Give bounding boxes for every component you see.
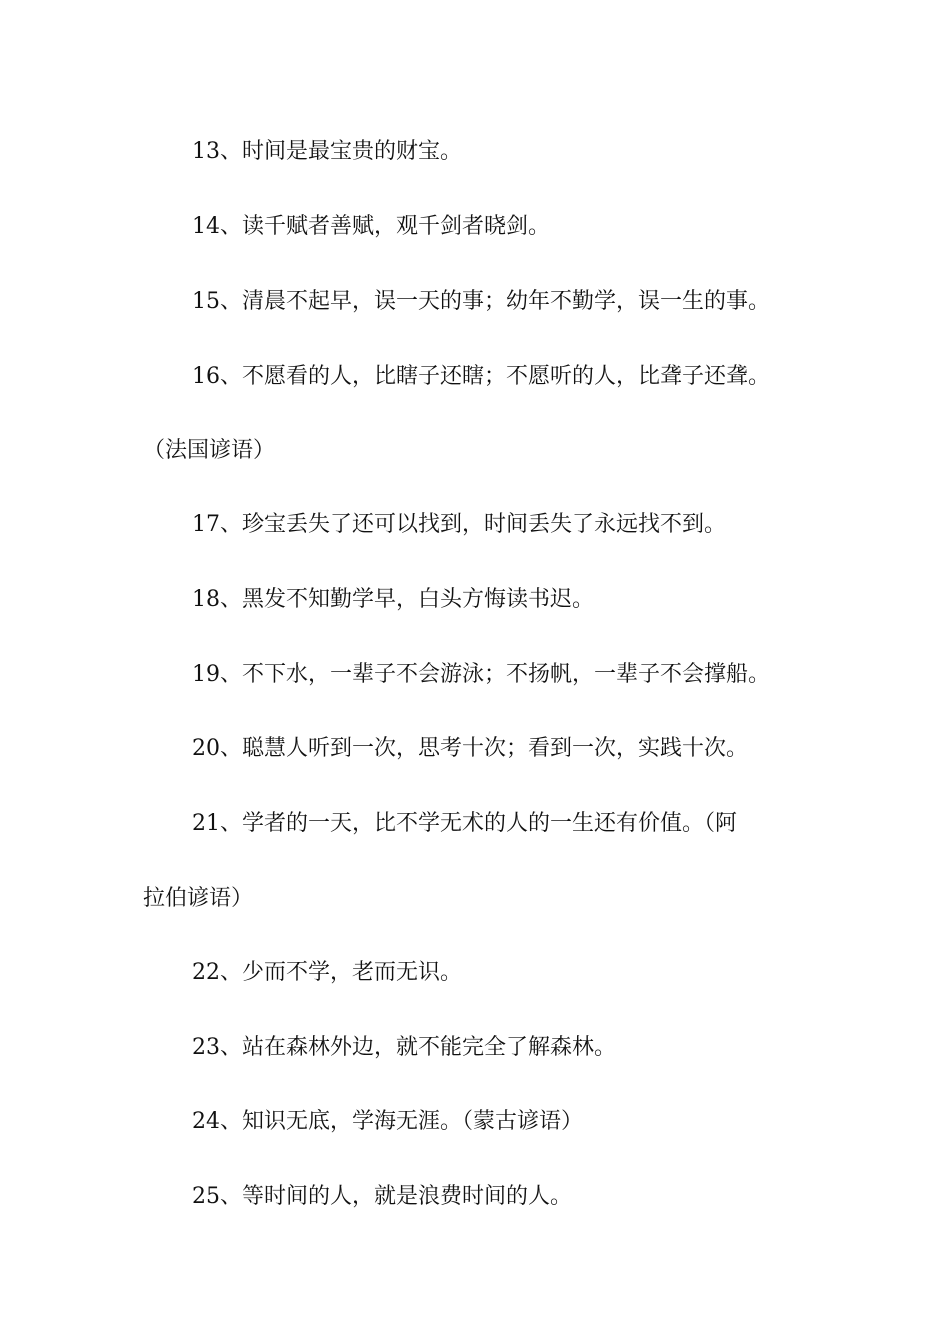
proverb-20: 20、聪慧人听到一次，思考十次；看到一次，实践十次。 [192, 736, 748, 761]
proverb-21: 21、学者的一天，比不学无术的人的一生还有价值。（阿 [192, 811, 737, 836]
proverb-24: 24、知识无底，学海无涯。（蒙古谚语） [192, 1109, 583, 1134]
proverb-18: 18、黑发不知勤学早，白头方悔读书迟。 [192, 587, 594, 612]
proverb-21-continuation: 拉伯谚语） [143, 886, 254, 911]
proverb-22: 22、少而不学，老而无识。 [192, 960, 462, 985]
proverb-15: 15、清晨不起早，误一天的事；幼年不勤学，误一生的事。 [192, 289, 770, 314]
proverb-14: 14、读千赋者善赋，观千剑者晓剑。 [192, 214, 550, 239]
proverb-17: 17、珍宝丢失了还可以找到，时间丢失了永远找不到。 [192, 512, 726, 537]
proverb-16-continuation: （法国谚语） [143, 438, 276, 463]
proverb-13: 13、时间是最宝贵的财宝。 [192, 139, 462, 164]
proverb-16: 16、不愿看的人，比瞎子还瞎；不愿听的人，比聋子还聋。 [192, 364, 770, 389]
proverb-19: 19、不下水，一辈子不会游泳；不扬帆，一辈子不会撑船。 [192, 662, 770, 687]
proverb-25: 25、等时间的人，就是浪费时间的人。 [192, 1184, 572, 1209]
proverb-23: 23、站在森林外边，就不能完全了解森林。 [192, 1035, 616, 1060]
